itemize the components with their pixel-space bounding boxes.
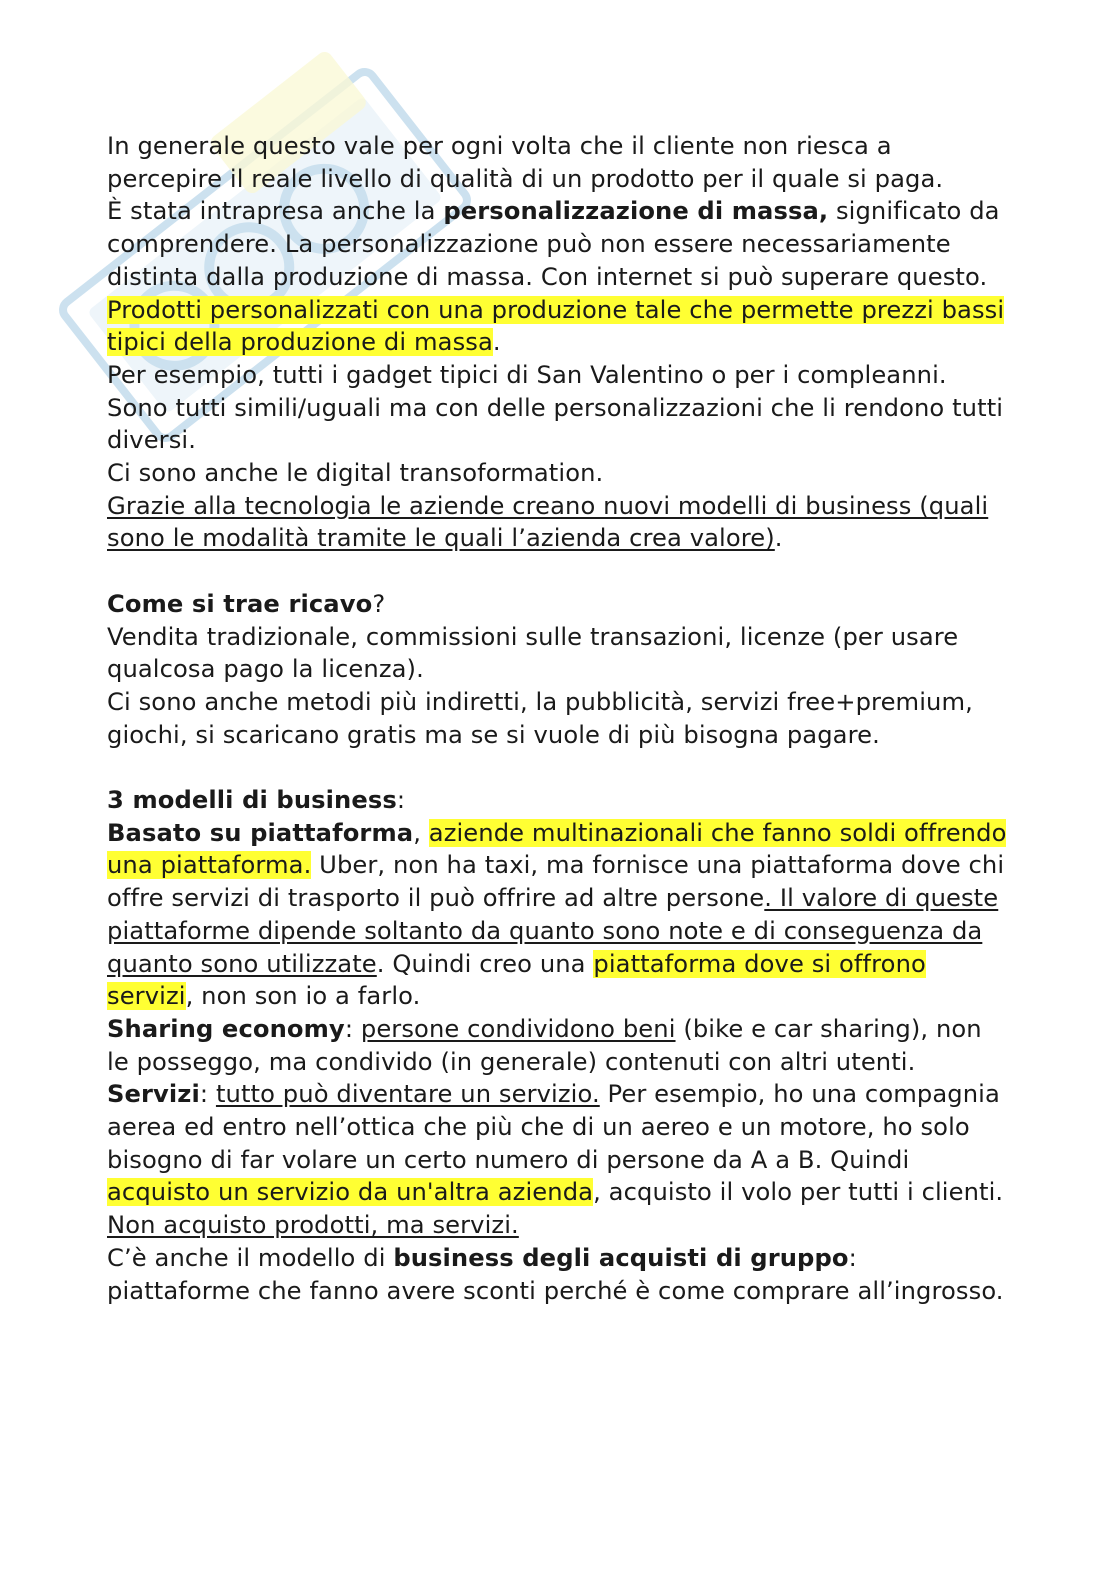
document-body <box>107 130 1007 1307</box>
bold-text: 3 modelli di business <box>107 786 397 815</box>
paragraph <box>107 621 1007 686</box>
paragraph <box>107 130 1007 195</box>
text-run: : <box>199 1080 216 1109</box>
underlined-text: Non acquisto prodotti, ma servizi. <box>107 1211 519 1240</box>
bold-text: Servizi <box>107 1080 200 1109</box>
paragraph <box>107 457 1007 490</box>
bold-text: Basato su piattaforma <box>107 818 414 847</box>
underlined-text: . Il valore di queste piattaforme dipende soltanto da quanto sono note e di conseguenza da quanto sono utilizzate <box>107 884 999 978</box>
bold-text: personalizzazione di massa, <box>443 197 829 226</box>
text-run: (bike e car sharing), non le posseggo, ma condivido (in generale) contenuti con altri utenti. <box>107 1014 982 1076</box>
paragraph <box>107 784 1007 817</box>
paragraph <box>107 1013 1007 1078</box>
highlighted-text: piattaforma dove si offrono servizi <box>107 949 926 1011</box>
paragraph <box>107 1078 1007 1209</box>
text-run: In generale questo vale per ogni volta che il cliente non riesca a percepire il reale livello di qualità di un prodotto per il quale si paga. <box>107 132 944 193</box>
paragraph <box>107 817 1007 1013</box>
underlined-text: tutto può diventare un servizio. <box>215 1080 600 1109</box>
text-run: Ci sono anche le digital transoformation. <box>107 459 604 488</box>
text-run: C’è anche il modello di <box>107 1243 394 1272</box>
highlighted-text: Prodotti personalizzati con una produzione tale che permette prezzi bassi tipici della produzione di massa <box>107 295 1005 357</box>
text-run: . <box>492 328 501 357</box>
paragraph <box>107 1242 1007 1307</box>
text-run: Per esempio, tutti i gadget tipici di San Valentino o per i compleanni. Sono tutti simili/uguali ma con delle personalizzazioni che li rendono tutti diversi. <box>107 360 1004 455</box>
text-run: significato da comprendere. La personalizzazione può non essere necessariamente distinta dalla produzione di massa. Con internet si può superare questo. <box>107 197 1000 291</box>
text-run: : piattaforme che fanno avere sconti perché è come comprare all’ingrosso. <box>107 1243 1004 1305</box>
text-run: , acquisto il volo per tutti i clienti. <box>593 1178 1004 1207</box>
text-run: Uber, non ha taxi, ma fornisce una piattaforma dove chi offre servizi di trasporto il può offrire ad altre persone <box>107 851 1005 913</box>
text-run: : <box>396 786 406 815</box>
text-run: Per esempio, ho una compagnia aerea ed entro nell’ottica che più che di un aereo e un motore, ho solo bisogno di far volare un certo numero di persone da A a B. Quindi <box>107 1080 1000 1174</box>
paragraph-spacer <box>107 751 1007 784</box>
text-run: : <box>344 1014 361 1043</box>
text-run: . <box>774 524 783 553</box>
paragraph-spacer <box>107 555 1007 588</box>
paragraph <box>107 1209 1007 1242</box>
paragraph <box>107 490 1007 555</box>
bold-text: Come si trae ricavo <box>107 589 373 618</box>
paragraph <box>107 195 1007 359</box>
text-run: Ci sono anche metodi più indiretti, la pubblicità, servizi free+premium, giochi, si scaricano gratis ma se si vuole di più bisogna pagare. <box>107 687 973 749</box>
highlighted-text: acquisto un servizio da un'altra azienda <box>107 1178 594 1207</box>
paragraph <box>107 588 1007 621</box>
text-run: Vendita tradizionale, commissioni sulle transazioni, licenze (per usare qualcosa pago la licenza). <box>107 622 959 684</box>
text-run: , non son io a farlo. <box>185 982 421 1011</box>
text-run: ? <box>372 589 386 618</box>
paragraph <box>107 686 1007 751</box>
text-run: . Quindi creo una <box>376 949 594 978</box>
bold-text: Sharing economy <box>107 1014 345 1043</box>
paragraph <box>107 359 1007 457</box>
text-run: È stata intrapresa anche la <box>107 197 444 226</box>
highlighted-text: aziende multinazionali che fanno soldi offrendo una piattaforma. <box>107 818 1007 880</box>
text-run: , <box>413 818 429 847</box>
underlined-text: Grazie alla tecnologia le aziende creano nuovi modelli di business (quali sono le modalità tramite le quali l’azienda crea valore) <box>107 491 989 553</box>
underlined-text: persone condividono beni <box>360 1014 676 1043</box>
bold-text: business degli acquisti di gruppo <box>393 1243 849 1272</box>
